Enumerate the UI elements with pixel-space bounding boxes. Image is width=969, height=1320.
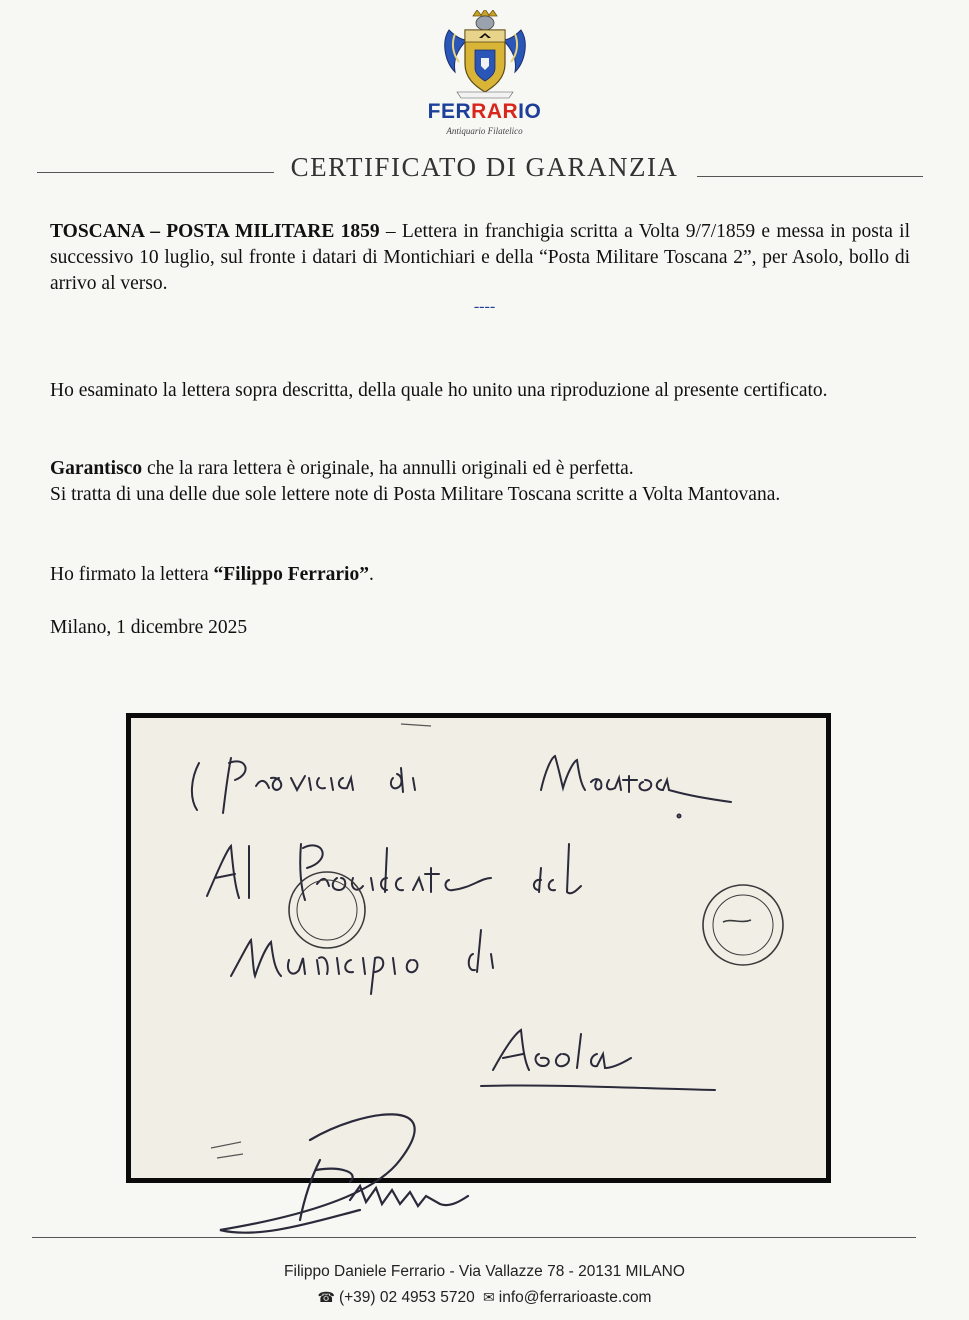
guarantee-statement bbox=[50, 456, 634, 482]
handwritten-signature bbox=[200, 1100, 500, 1250]
mail-icon: ✉ bbox=[483, 1289, 495, 1305]
footer-email[interactable]: info@ferrarioaste.com bbox=[498, 1289, 652, 1306]
rarity-statement: Si tratta di una delle due sole lettere note di Posta Militare Toscana scritte a Volta Mantovana. bbox=[50, 484, 781, 505]
examined-statement: Ho esaminato la lettera sopra descritta, della quale ho unito una riproduzione al presente certificato. bbox=[50, 380, 828, 401]
footer-name: Filippo Daniele Ferrario bbox=[284, 1263, 446, 1280]
separator: ---- bbox=[473, 298, 496, 315]
guarantee-text: che la rara lettera è originale, ha annulli originali ed è perfetta. bbox=[142, 458, 634, 479]
footer-contacts bbox=[0, 1289, 969, 1307]
coat-of-arms-logo bbox=[439, 10, 531, 100]
signed-suffix: . bbox=[368, 564, 374, 585]
brand-tagline: Antiquario Filatelico bbox=[446, 126, 523, 136]
footer-address bbox=[0, 1263, 969, 1281]
footer-phone: (+39) 02 4953 5720 bbox=[338, 1289, 475, 1306]
phone-icon: ☎ bbox=[317, 1289, 335, 1305]
brand-wordmark: FERRARIO bbox=[427, 100, 542, 123]
certificate-title: CERTIFICATO DI GARANZIA bbox=[290, 152, 679, 182]
guarantee-lead: Garantisco bbox=[50, 458, 143, 479]
signed-prefix: Ho firmato la lettera bbox=[50, 564, 214, 585]
signed-name: “Filippo Ferrario” bbox=[213, 564, 369, 585]
place-date: Milano, 1 dicembre 2025 bbox=[50, 617, 248, 638]
footer-rule bbox=[32, 1237, 916, 1238]
footer-street: - Via Vallazze 78 - 20131 MILANO bbox=[445, 1263, 685, 1280]
item-title: TOSCANA – POSTA MILITARE 1859 bbox=[50, 221, 380, 242]
item-description bbox=[50, 219, 910, 297]
signed-statement bbox=[50, 562, 374, 588]
title-rule-right bbox=[697, 176, 923, 177]
item-text: – Lettera in franchigia scritta a Volta 9/7/1859 e messa in posta il successivo 10 luglio, sul fronte i datari di Montichiari e della “Posta Militare Toscana 2”, per Asolo, bollo di arrivo al verso. bbox=[50, 221, 910, 294]
